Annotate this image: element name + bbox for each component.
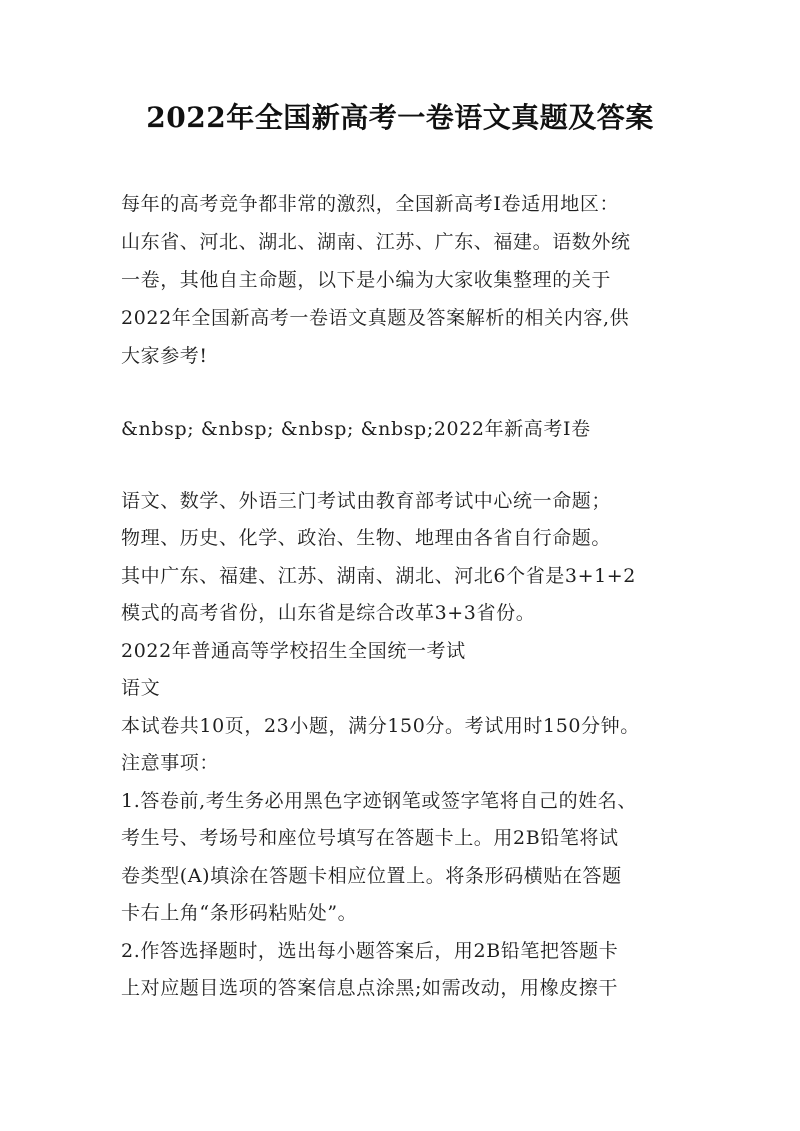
body-line: 2022年普通高等学校招生全国统一考试 bbox=[121, 640, 466, 662]
body-line: 注意事项： bbox=[121, 752, 220, 774]
document-title: 2022年全国新高考一卷语文真题及答案 bbox=[146, 101, 654, 134]
body-line: 2.作答选择题时，选出每小题答案后，用2B铅笔把答题卡 bbox=[121, 940, 619, 962]
body-line: 卷类型(A)填涂在答题卡相应位置上。将条形码横贴在答题 bbox=[121, 865, 622, 887]
body-line: 语文、数学、外语三门考试由教育部考试中心统一命题； bbox=[121, 490, 612, 512]
body-line: 物理、历史、化学、政治、生物、地理由各省自行命题。 bbox=[121, 527, 612, 549]
body-line: 上对应题目选项的答案信息点涂黑;如需改动，用橡皮擦干 bbox=[121, 977, 619, 999]
paragraph-line: 每年的高考竞争都非常的激烈，全国新高考Ⅰ卷适用地区： bbox=[121, 193, 620, 215]
body-line: 模式的高考省份，山东省是综合改革3+3省份。 bbox=[121, 602, 536, 624]
body-line: 考生号、考场号和座位号填写在答题卡上。用2B铅笔将试 bbox=[121, 827, 619, 849]
paragraph-line: 一卷，其他自主命题，以下是小编为大家收集整理的关于 bbox=[121, 269, 612, 291]
body-line: 本试卷共10页，23小题，满分150分。考试用时150分钟。 bbox=[121, 715, 640, 737]
body-line: 卡右上角“条形码粘贴处”。 bbox=[121, 902, 358, 924]
body-line: 语文 bbox=[121, 677, 161, 699]
paragraph-line: 山东省、河北、湖北、湖南、江苏、广东、福建。语数外统 bbox=[121, 231, 631, 253]
body-line: 1.答卷前,考生务必用黑色字迹钢笔或签字笔将自己的姓名、 bbox=[121, 790, 637, 812]
body-line: 其中广东、福建、江苏、湖南、湖北、河北6个省是3+1+2 bbox=[121, 565, 636, 587]
paragraph-line: 大家参考! bbox=[121, 345, 208, 367]
paragraph-line: 2022年全国新高考一卷语文真题及答案解析的相关内容,供 bbox=[121, 307, 630, 329]
nbsp-line: &nbsp; &nbsp; &nbsp; &nbsp;2022年新高考Ⅰ卷 bbox=[121, 418, 591, 440]
